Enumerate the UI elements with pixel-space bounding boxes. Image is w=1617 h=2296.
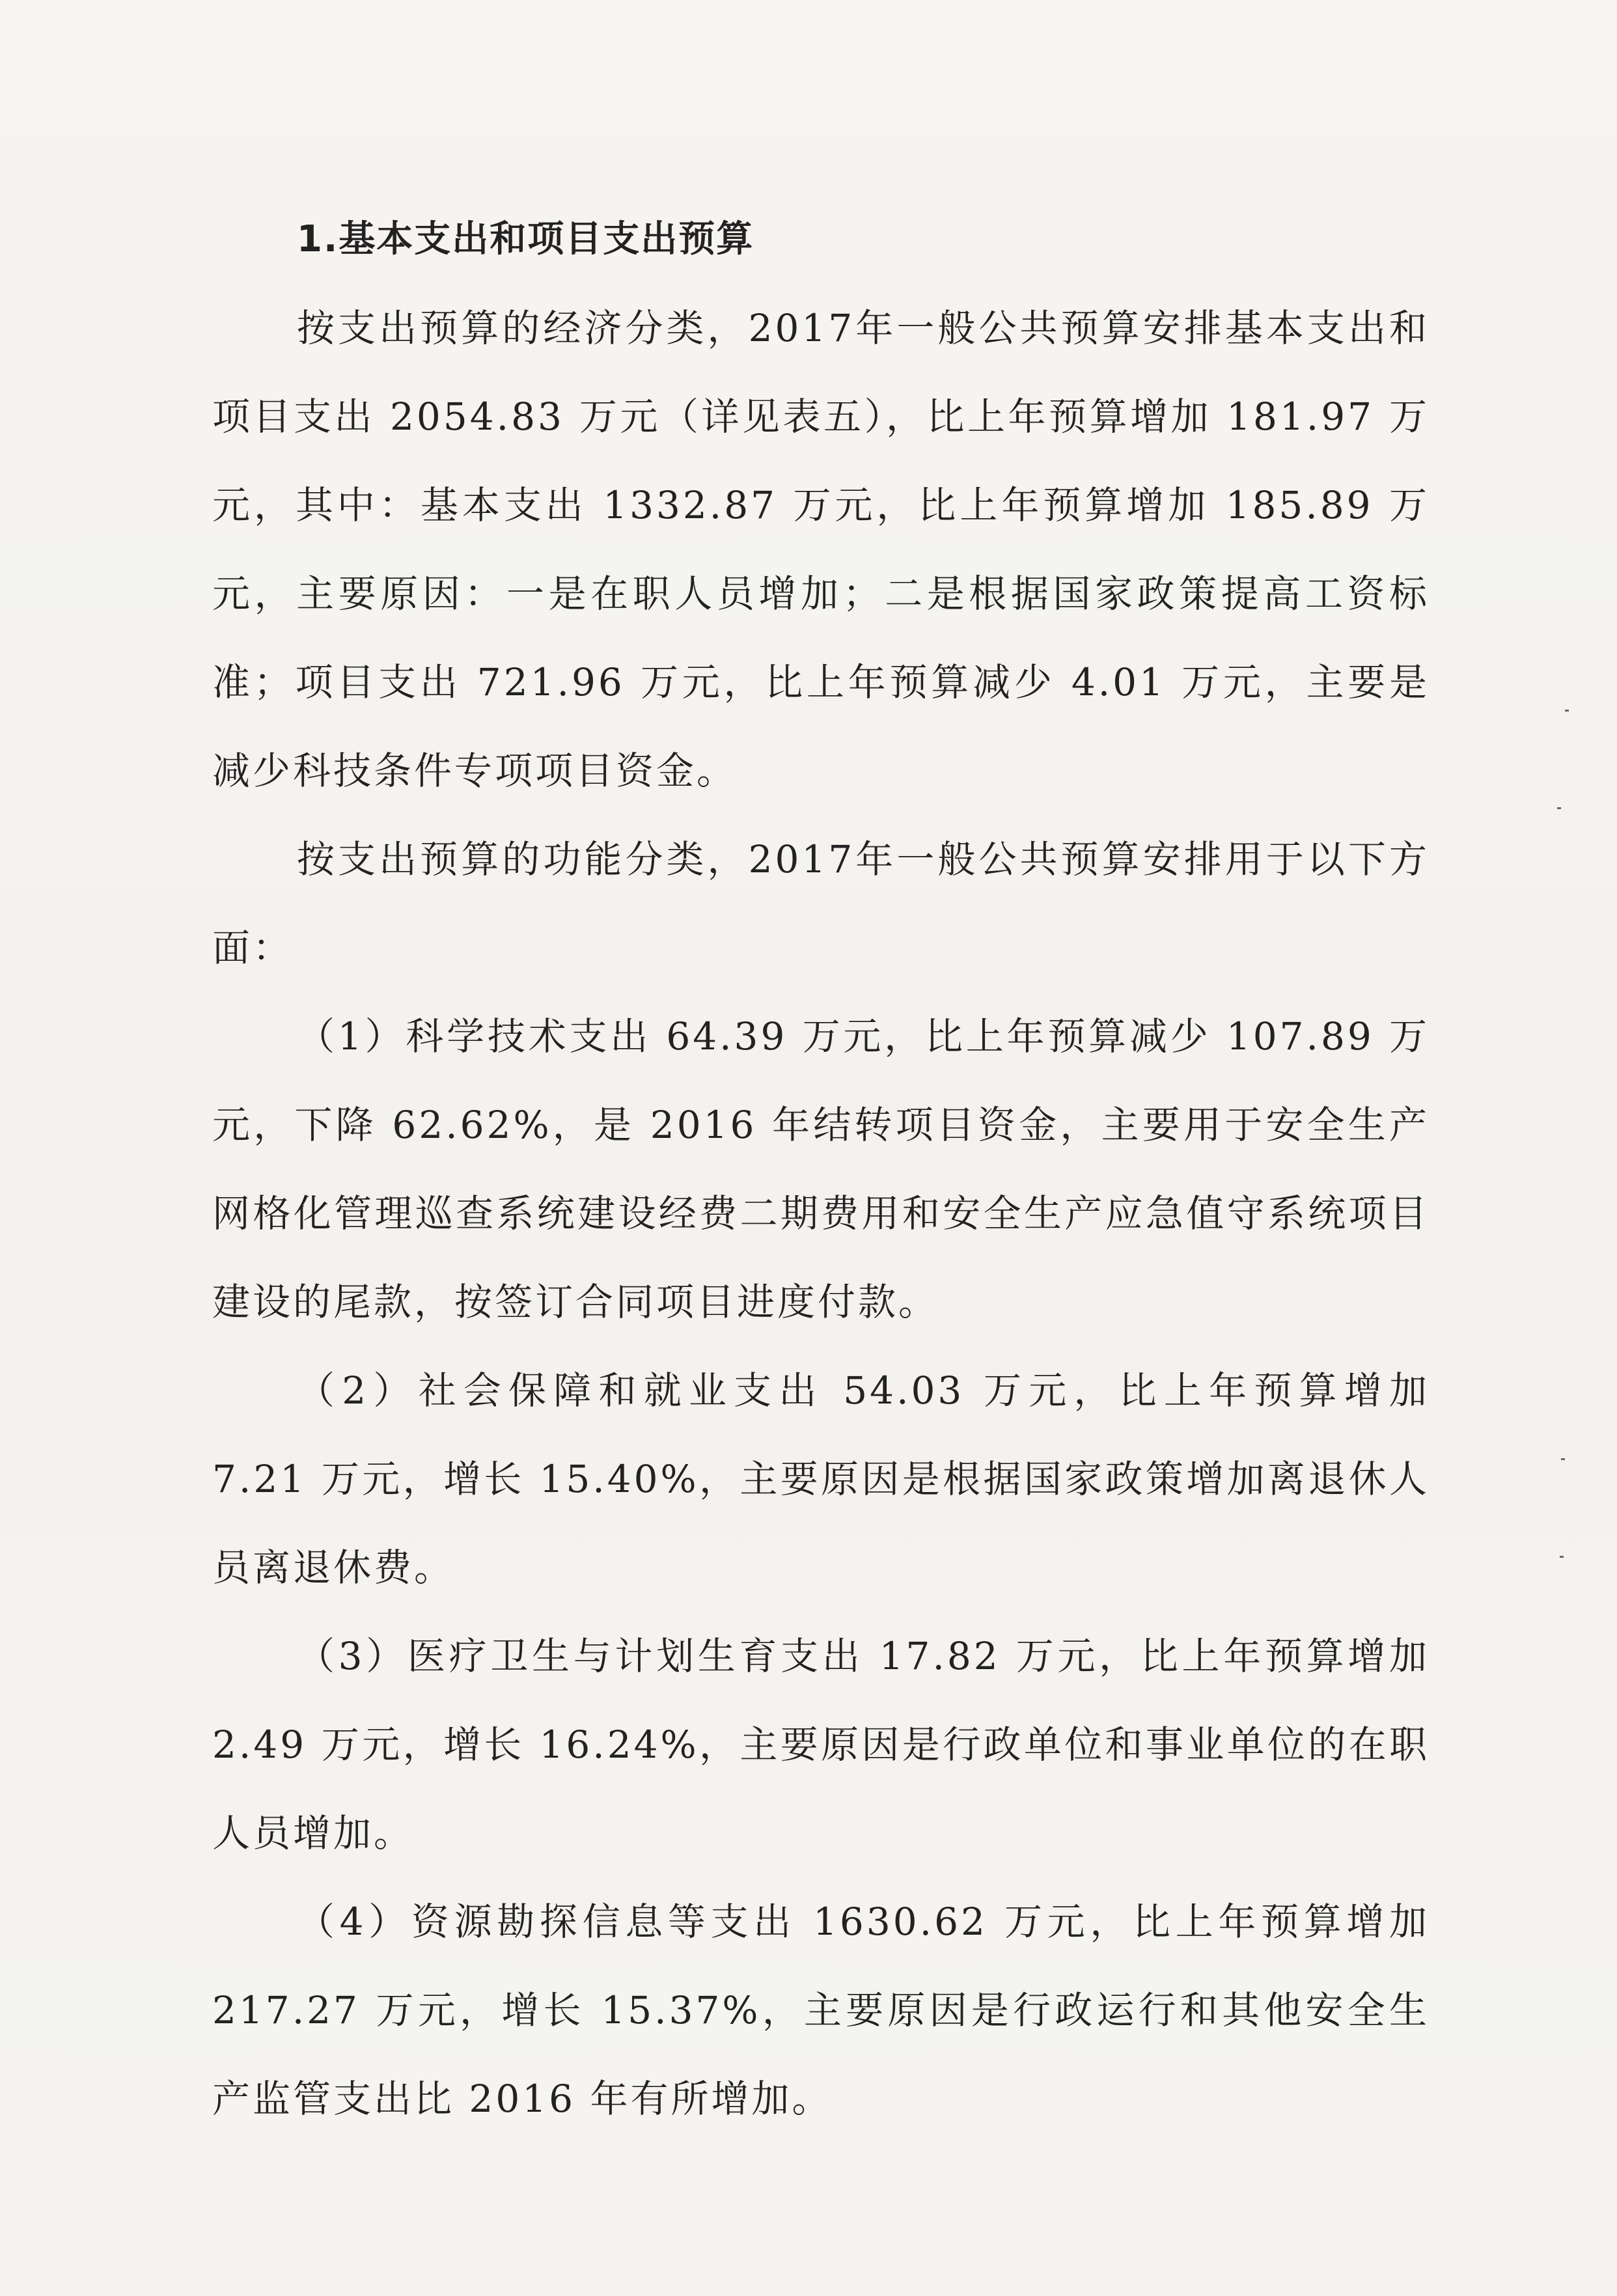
scan-speck (1557, 807, 1561, 809)
paragraph-functional-classification-intro: 按支出预算的功能分类，2017年一般公共预算安排用于以下方面： (212, 837, 1430, 970)
paragraph-healthcare: （3）医疗卫生与计划生育支出 17.82 万元，比上年预算增加 2.49 万元，增长 16.24%，主要原因是行政单位和事业单位的在职人员增加。 (212, 1634, 1430, 1855)
scan-specks (1552, 0, 1617, 2296)
paragraph-science-technology: （1）科学技术支出 64.39 万元，比上年预算减少 107.89 万元，下降 62.62%，是 2016 年结转项目资金，主要用于安全生产网格化管理巡查系统建设经费二期费用和安全生产应急值守系统项目建设的尾款，按签订合同项目进度付款。 (212, 1014, 1430, 1324)
paragraph-economic-classification: 按支出预算的经济分类，2017年一般公共预算安排基本支出和项目支出 2054.83 万元（详见表五），比上年预算增加 181.97 万元，其中：基本支出 1332.87 万元，比上年预算增加 185.89 万元，主要原因：一是在职人员增加；二是根据国家政策提高工资标准；项目支出 721.96 万元，比上年预算减少 4.01 万元，主要是减少科技条件专项项目资金。 (212, 306, 1430, 793)
paragraph-social-security: （2）社会保障和就业支出 54.03 万元，比上年预算增加 7.21 万元，增长 15.40%，主要原因是根据国家政策增加离退休人员离退休费。 (212, 1368, 1430, 1590)
paragraph-resource-exploration: （4）资源勘探信息等支出 1630.62 万元，比上年预算增加 217.27 万元，增长 15.37%，主要原因是行政运行和其他安全生产监管支出比 2016 年有所增加。 (212, 1900, 1430, 2121)
document-body (212, 195, 1430, 2143)
scan-speck (1561, 1458, 1565, 1460)
scan-speck (1565, 710, 1569, 712)
scan-speck (1560, 1556, 1564, 1558)
section-heading: 1.基本支出和项目支出预算 (297, 218, 754, 260)
